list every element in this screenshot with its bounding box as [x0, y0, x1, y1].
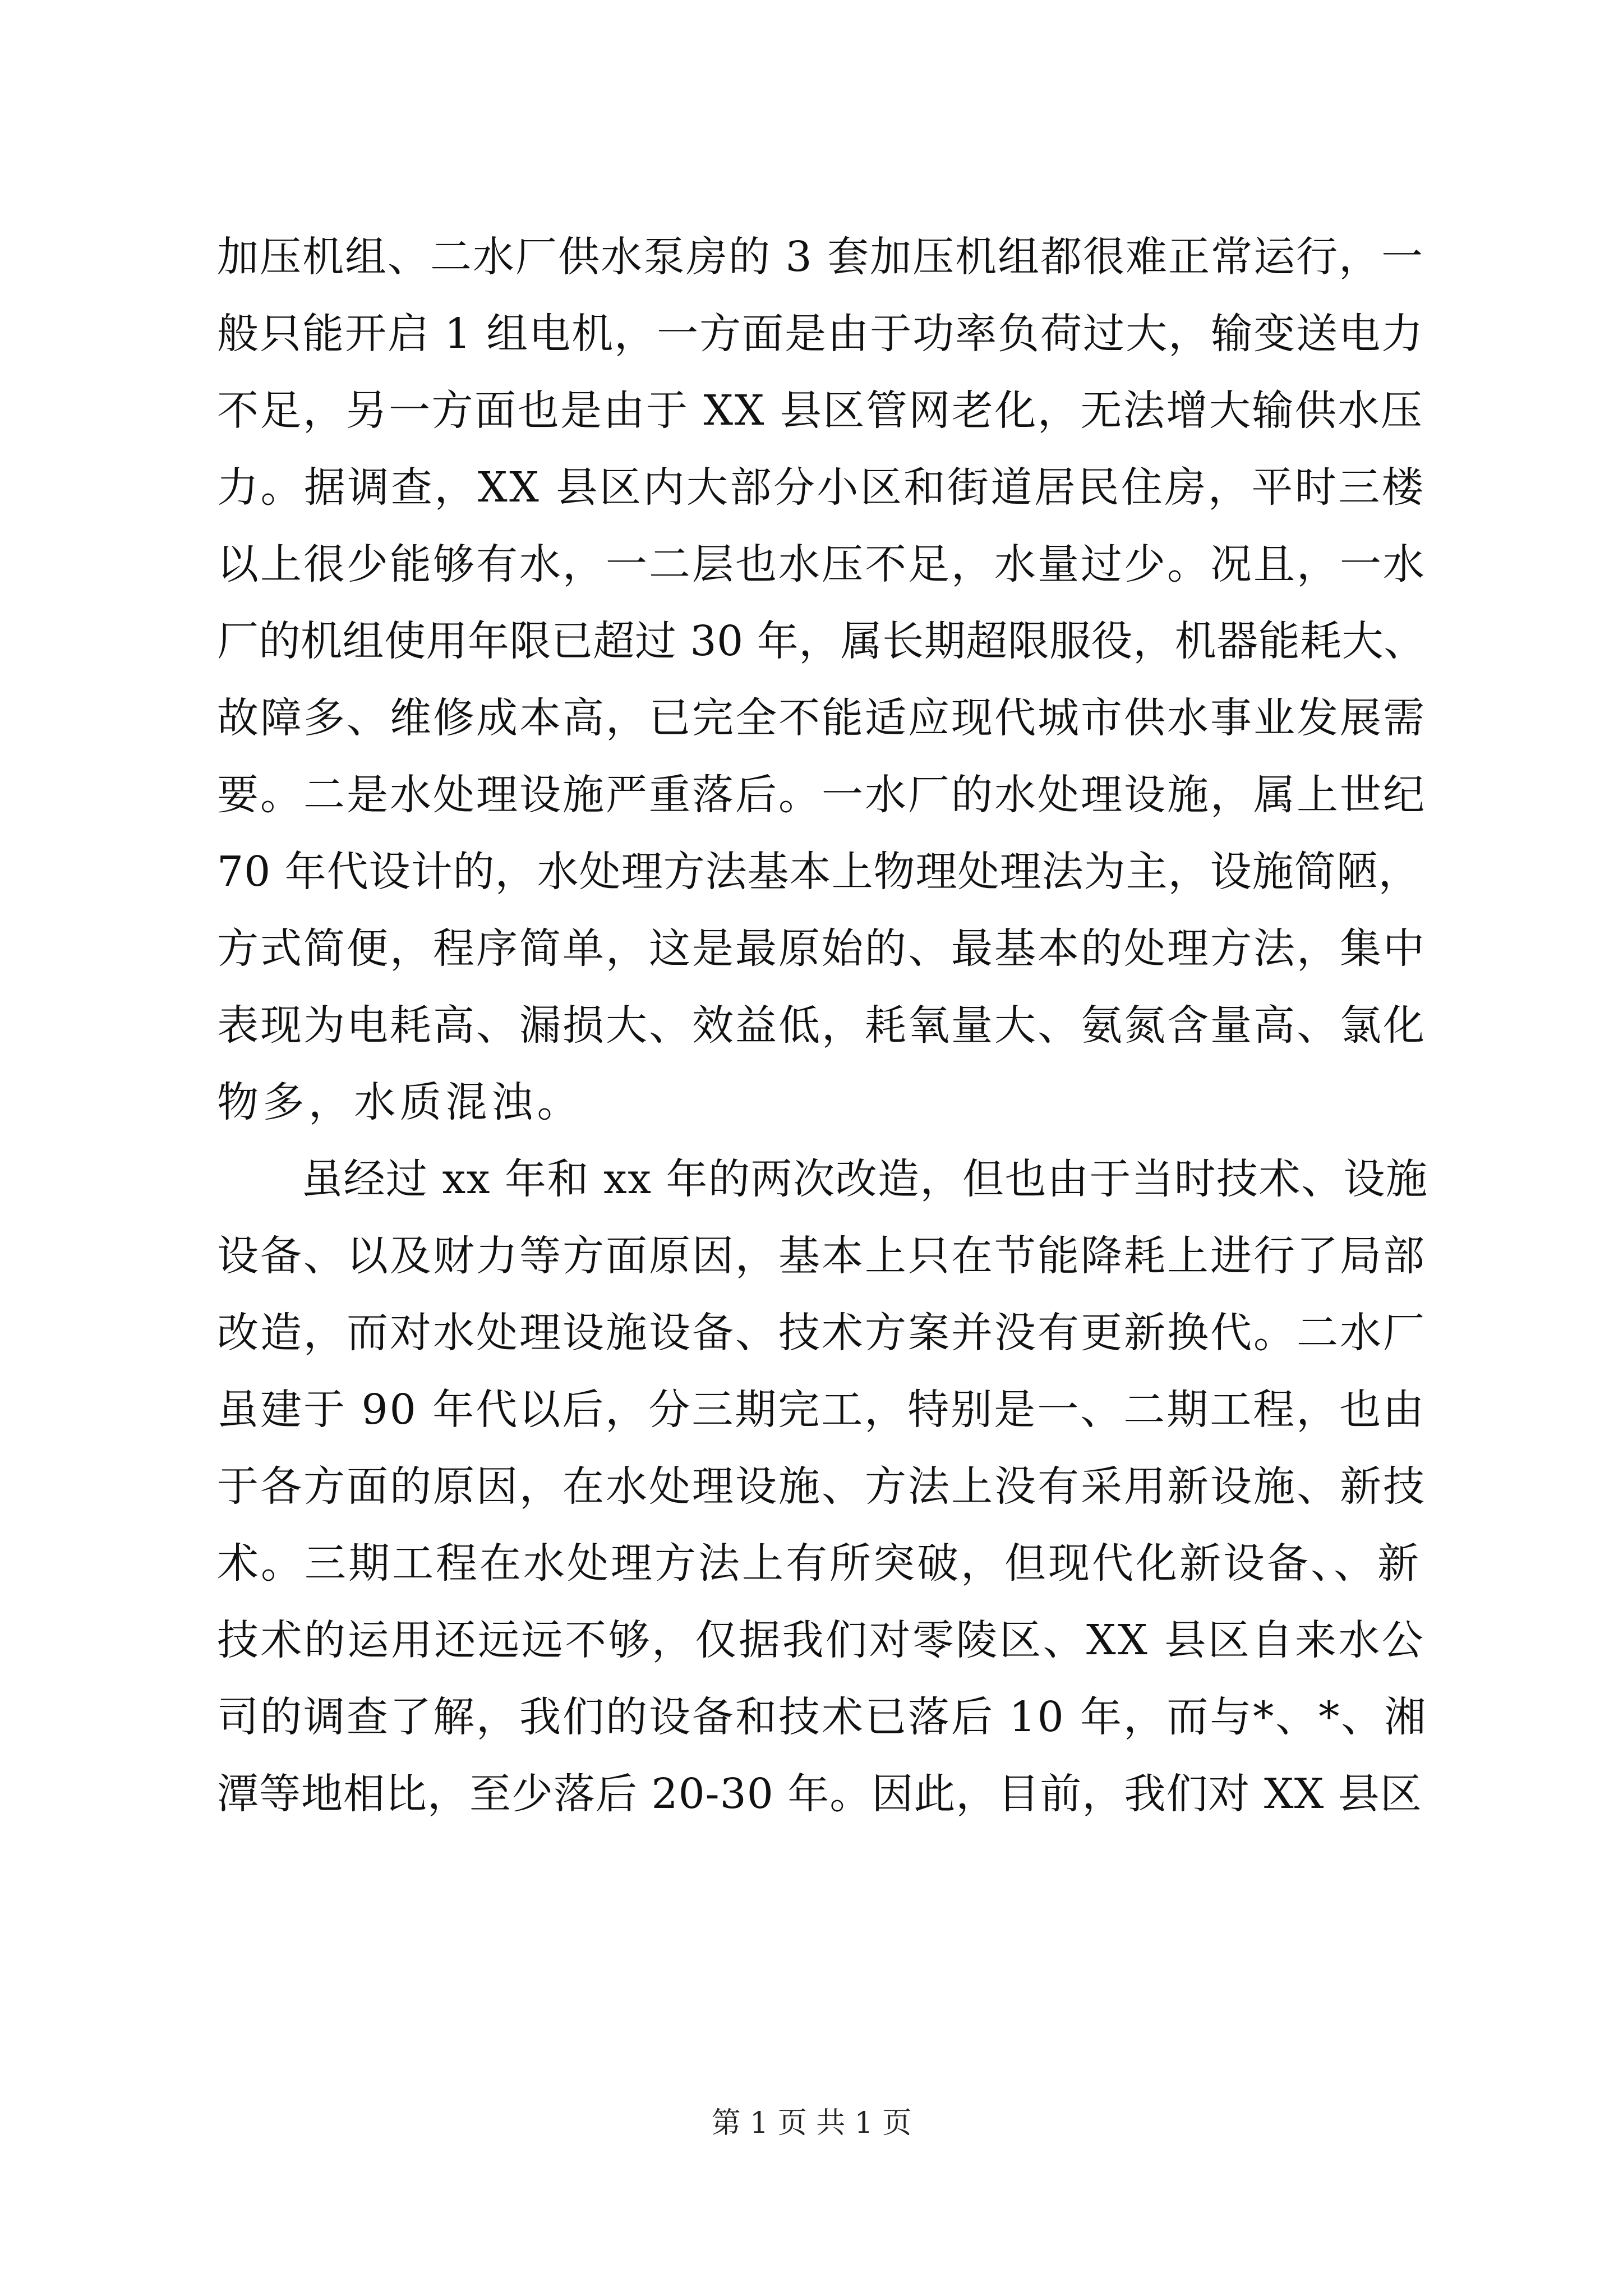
text-line: 力。据调查，XX 县区内大部分小区和街道居民住房，平时三楼 [217, 463, 1426, 512]
text-line: 表现为电耗高、漏损大、效益低，耗氧量大、氨氮含量高、氯化 [217, 1001, 1426, 1050]
text-line: 虽建于 90 年代以后，分三期完工，特别是一、二期工程，也由 [217, 1386, 1426, 1434]
page-number-label: 第 1 页 共 1 页 [711, 2106, 912, 2140]
text-line: 70 年代设计的，水处理方法基本上物理处理法为主，设施简陋， [217, 848, 1421, 896]
text-line: 要。二是水处理设施严重落后。一水厂的水处理设施，属上世纪 [217, 771, 1426, 819]
text-line: 方式简便，程序简单，这是最原始的、最基本的处理方法，集中 [217, 924, 1426, 973]
text-line: 厂的机组使用年限已超过 30 年，属长期超限服役，机器能耗大、 [217, 617, 1426, 665]
text-line: 司的调查了解，我们的设备和技术已落后 10 年，而与*、*、湘 [217, 1693, 1428, 1741]
text-line: 加压机组、二水厂供水泵房的 3 套加压机组都很难正常运行，一 [217, 233, 1424, 281]
text-line: 于各方面的原因，在水处理设施、方法上没有采用新设施、新技 [217, 1462, 1426, 1511]
text-line: 物多，水质混浊。 [217, 1078, 583, 1126]
text-line: 以上很少能够有水，一二层也水压不足，水量过少。况且，一水 [217, 540, 1426, 588]
text-line: 技术的运用还远远不够，仅据我们对零陵区、XX 县区自来水公 [217, 1616, 1426, 1664]
text-line: 不足，另一方面也是由于 XX 县区管网老化，无法增大输供水压 [217, 386, 1424, 435]
page-footer [0, 2104, 1623, 2143]
text-line: 设备、以及财力等方面原因，基本上只在节能降耗上进行了局部 [217, 1232, 1426, 1280]
text-line: 术。三期工程在水处理方法上有所突破，但现代化新设备、、新 [217, 1539, 1421, 1588]
text-line: 故障多、维修成本高，已完全不能适应现代城市供水事业发展需 [217, 694, 1426, 742]
text-line: 般只能开启 1 组电机，一方面是由于功率负荷过大，输变送电力 [217, 310, 1424, 358]
text-line: 改造，而对水处理设施设备、技术方案并没有更新换代。二水厂 [217, 1309, 1426, 1357]
paragraph-start-line: 虽经过 xx 年和 xx 年的两次改造，但也由于当时技术、设施 [301, 1155, 1428, 1203]
text-line: 潭等地相比，至少落后 20-30 年。因此，目前，我们对 XX 县区 [217, 1770, 1422, 1818]
